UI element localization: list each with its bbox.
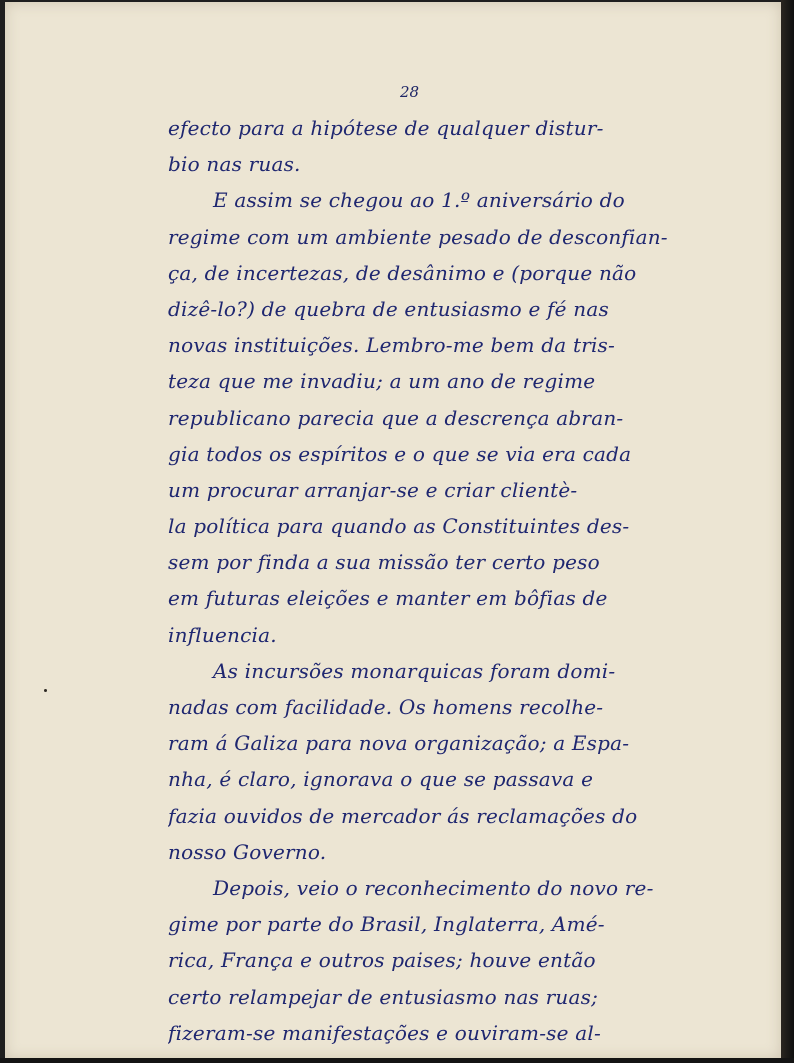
manuscript-line: republicano parecia que a descrença abran- [168, 405, 624, 430]
manuscript-line: teza que me invadiu; a um ano de regime [168, 369, 596, 394]
paper-speck [44, 689, 47, 692]
page-number: 28 [400, 83, 420, 101]
manuscript-line: sem por finda a sua missão ter certo peso [168, 550, 600, 575]
manuscript-line: As incursões monarquicas foram domi- [213, 658, 616, 683]
manuscript-line: fazia ouvidos de mercador ás reclamações do [168, 803, 638, 828]
manuscript-line: efecto para a hipótese de qualquer distur- [168, 116, 604, 140]
manuscript-line: influencia. [168, 622, 277, 647]
manuscript-line: bio nas ruas. [168, 152, 301, 177]
manuscript-line: nosso Governo. [168, 839, 327, 864]
manuscript-line: ram á Galiza para nova organização; a Espa- [168, 731, 630, 756]
page-right-edge [781, 0, 794, 1063]
manuscript-line: dizê-lo?) de quebra de entusiasmo e fé nas [168, 296, 609, 321]
manuscript-line: gime por parte do Brasil, Inglaterra, Amé- [168, 912, 605, 937]
page-bottom-edge [0, 1058, 794, 1063]
manuscript-line: certo relampejar de entusiasmo nas ruas; [168, 984, 599, 1009]
manuscript-line: ça, de incertezas, de desânimo e (porque não [168, 260, 637, 285]
manuscript-line: nadas com facilidade. Os homens recolhe- [168, 695, 604, 719]
manuscript-line: E assim se chegou ao 1.º aniversário do [213, 188, 625, 213]
manuscript-line: Depois, veio o reconhecimento do novo re- [213, 875, 654, 900]
manuscript-line: regime com um ambiente pesado de desconfian- [168, 224, 668, 249]
manuscript-line: gia todos os espíritos e o que se via era cada [168, 441, 632, 466]
manuscript-line: rica, França e outros paises; houve então [168, 948, 596, 973]
manuscript-line: em futuras eleições e manter em bôfias de [168, 586, 608, 611]
manuscript-line: novas instituições. Lembro-me bem da tris- [168, 333, 615, 358]
manuscript-line: um procurar arranjar-se e criar clientè- [168, 477, 578, 502]
manuscript-line: nha, é claro, ignorava o que se passava e [168, 767, 594, 792]
manuscript-line: fizeram-se manifestações e ouviram-se al- [168, 1020, 601, 1045]
manuscript-line: la política para quando as Constituintes des- [168, 514, 630, 539]
handwritten-text-block [168, 110, 688, 1051]
